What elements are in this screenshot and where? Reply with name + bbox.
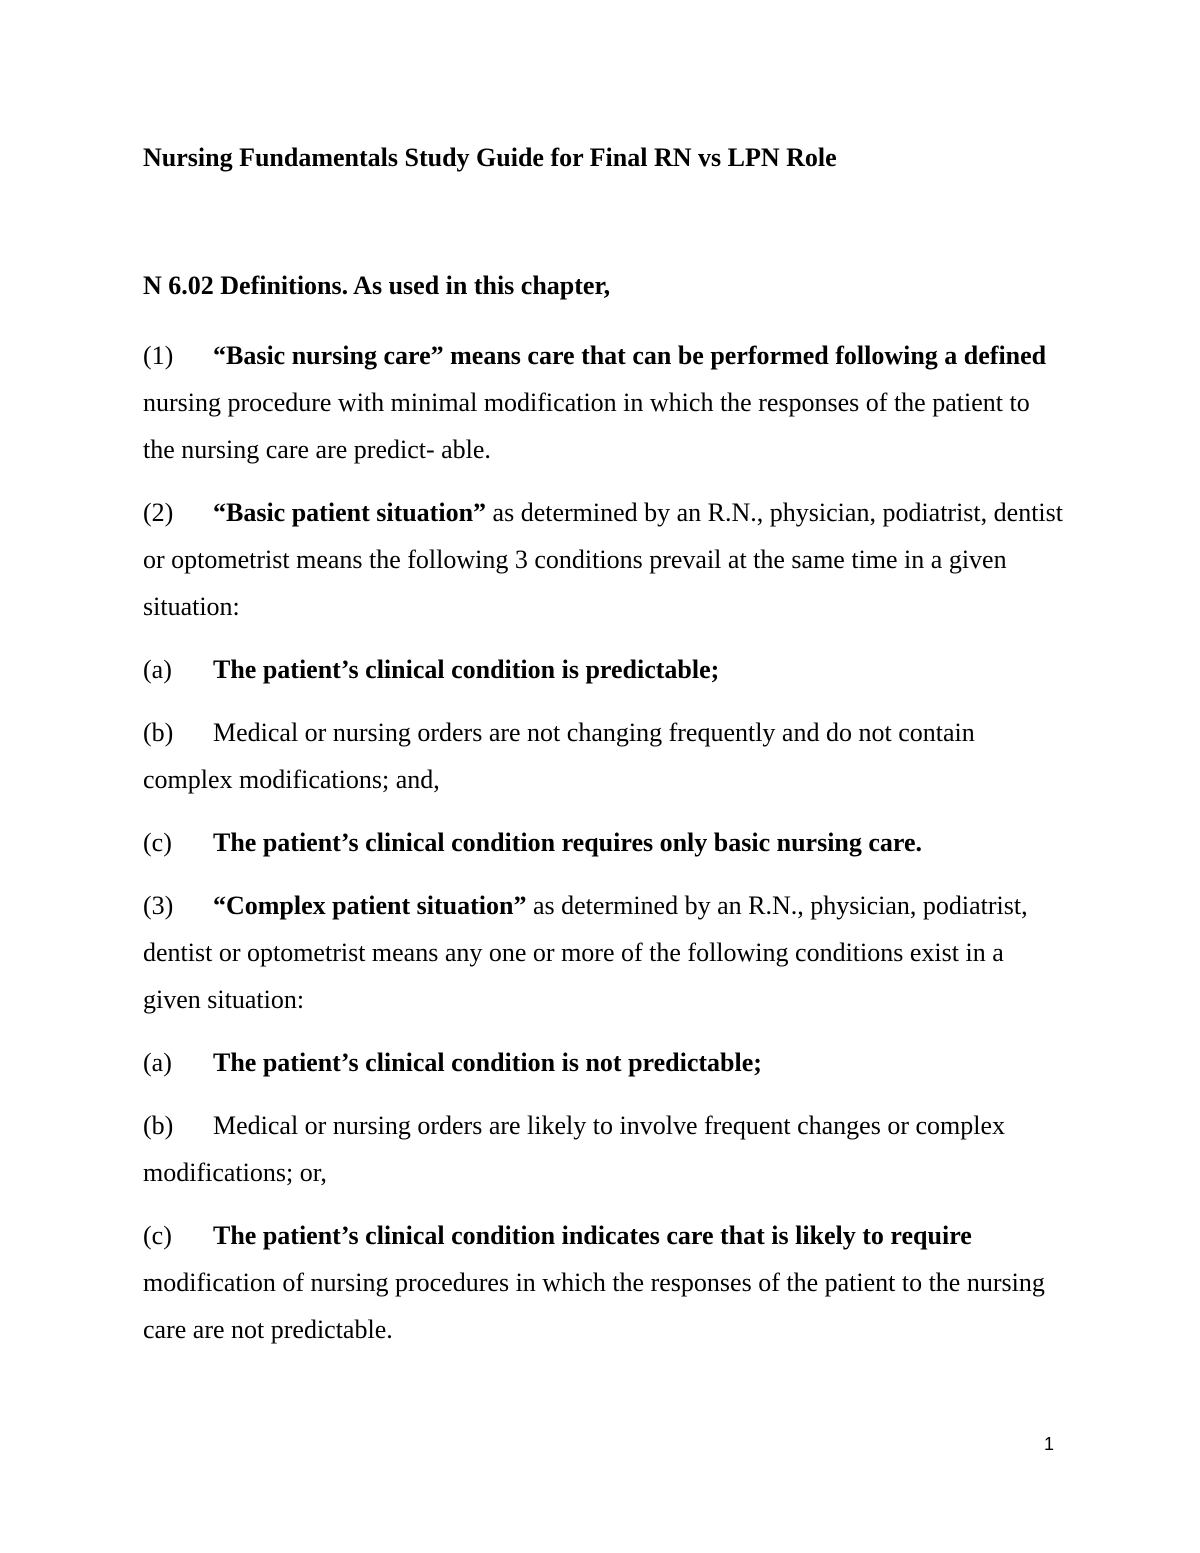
paragraph-label: (c) <box>143 1221 172 1250</box>
paragraph-text: nursing procedure with minimal modification in which the responses of the patient to the nursing care are predict- able. <box>143 388 1030 464</box>
paragraph-text: Medical or nursing orders are not changing frequently and do not contain complex modifications; and, <box>143 718 975 794</box>
condition-paragraph <box>143 1212 1063 1353</box>
condition-paragraph <box>143 709 1063 803</box>
paragraph-bold-text: The patient’s clinical condition is not predictable; <box>213 1048 762 1077</box>
document-body <box>143 332 1063 1369</box>
condition-paragraph <box>143 819 1063 866</box>
paragraph-bold-text: “Complex patient situation” <box>213 891 527 920</box>
paragraph-bold-text: The patient’s clinical condition is predictable; <box>213 655 720 684</box>
paragraph-label: (a) <box>143 1048 172 1077</box>
condition-paragraph <box>143 1102 1063 1196</box>
paragraph-text: Medical or nursing orders are likely to involve frequent changes or complex modifications; or, <box>143 1111 1006 1187</box>
definition-paragraph <box>143 489 1063 630</box>
paragraph-bold-text: “Basic nursing care” means care that can be performed following a defined <box>213 341 1047 370</box>
paragraph-bold-text: The patient’s clinical condition requires only basic nursing care. <box>213 828 923 857</box>
paragraph-label: (c) <box>143 828 172 857</box>
paragraph-label: (2) <box>143 498 174 527</box>
paragraph-text: as determined by an R.N., physician, podiatrist, dentist or optometrist means any one or more of the following conditions exist in a given situation: <box>143 891 1028 1014</box>
paragraph-text: as determined by an R.N., physician, podiatrist, dentist or optometrist means the following 3 conditions prevail at the same time in a given situation: <box>143 498 1063 621</box>
condition-paragraph <box>143 646 1063 693</box>
paragraph-label: (b) <box>143 718 174 747</box>
paragraph-label: (a) <box>143 655 172 684</box>
condition-paragraph <box>143 1039 1063 1086</box>
paragraph-bold-text: The patient’s clinical condition indicates care that is likely to require <box>213 1221 972 1250</box>
paragraph-label: (1) <box>143 341 174 370</box>
section-heading: N 6.02 Definitions. As used in this chapter, <box>143 271 611 300</box>
page-number: 1 <box>1044 1434 1055 1454</box>
paragraph-label: (3) <box>143 891 174 920</box>
document-title: Nursing Fundamentals Study Guide for Final RN vs LPN Role <box>143 143 837 172</box>
definition-paragraph <box>143 882 1063 1023</box>
paragraph-text: modification of nursing procedures in which the responses of the patient to the nursing care are not predictable. <box>143 1268 1045 1344</box>
definition-paragraph <box>143 332 1063 473</box>
paragraph-label: (b) <box>143 1111 174 1140</box>
paragraph-bold-text: “Basic patient situation” <box>213 498 487 527</box>
